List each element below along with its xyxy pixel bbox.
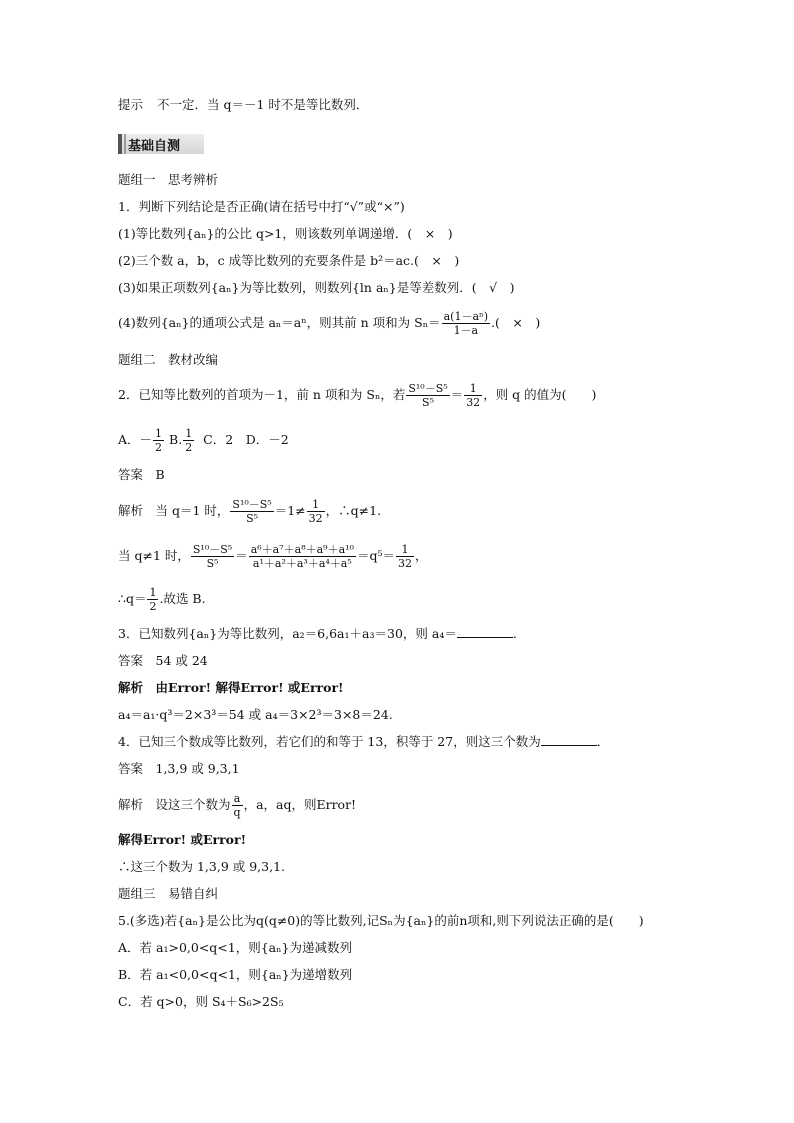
q4-answer: 答案 1,3,9 或 9,3,1 [118,761,240,776]
fraction-denominator: S⁵ [422,396,434,409]
q2-option-a-fraction [153,427,164,454]
hint-text: 不一定．当 q＝－1 时不是等比数列． [157,97,369,112]
fraction-denominator: 1－a [453,324,479,337]
q2-solution-3-fraction [147,586,158,613]
q3-stem [118,625,517,643]
group1-title: 题组一 思考辨析 [118,172,219,187]
q4-solution-1 [118,792,356,819]
fraction-denominator: S⁵ [246,512,259,525]
q4-solution-1-text: 解析 设这三个数为 [118,797,231,812]
q2-solution-2-fraction-2 [249,543,356,570]
q1-item-4-text: (4)数列{aₙ}的通项公式是 aₙ＝aⁿ，则其前 n 项和为 Sₙ＝ [118,315,441,330]
group3-title: 题组三 易错自纠 [118,886,219,901]
q2-solution-3-end: .故选 B. [159,591,206,606]
q2-option-c-d: C．2 D．－2 [203,432,289,447]
q5-option-a: A．若 a₁>0,0<q<1，则{aₙ}为递减数列 [118,940,352,955]
q2-solution-3 [118,586,206,613]
fraction-numerator: S¹⁰－S⁵ [192,543,233,556]
fraction-numerator: S¹⁰－S⁵ [408,382,448,395]
fraction-denominator: 32 [397,557,412,570]
q2-options [118,427,289,454]
q4-solution-1-end: ，a，aq，则Error! [243,797,357,812]
q1-item-4-mark: .( × ) [491,315,541,330]
q2-answer: 答案 B [118,467,165,482]
q2-option-b-fraction [183,427,194,454]
hint-line [118,96,368,114]
q2-solution-2-mid: ＝q⁵＝ [356,548,395,563]
q1-item-4-fraction [442,310,490,337]
q2-fraction-1 [406,382,449,409]
q2-solution-3-text: ∴q＝ [118,591,147,606]
q2-solution-1-end: ，∴q≠1. [325,503,382,518]
q2-text-end: ，则 q 的值为( ) [483,387,597,402]
q2-option-b: B. [169,432,183,447]
fraction-numerator: 1 [396,543,414,557]
fraction-denominator: 32 [466,396,481,409]
q2-solution-1-text: 解析 当 q＝1 时， [118,503,230,518]
section-badge [118,134,204,154]
fraction-denominator: S⁵ [206,557,219,570]
fraction-numerator: a(1－aⁿ) [443,310,489,323]
fraction-denominator: a¹＋a²＋a³＋a⁴＋a⁵ [252,557,352,570]
q3-answer-blank[interactable] [457,625,513,638]
q4-solution-3: ∴这三个数为 1,3,9 或 9,3,1. [118,859,286,874]
q4-solution-1-fraction [232,792,243,819]
q4-text: 4．已知三个数成等比数列，若它们的和等于 13，积等于 27，则这三个数为 [118,734,541,749]
q4-stem [118,733,609,751]
group2-title: 题组二 教材改编 [118,352,219,367]
q2-solution-1-mid: ＝1≠ [274,503,306,518]
q2-solution-1-fraction-2 [307,498,325,525]
fraction-numerator: 1 [307,498,325,512]
fraction-denominator: 2 [155,441,163,454]
q3-answer: 答案 54 或 24 [118,653,208,668]
fraction-numerator: a [232,792,243,806]
fraction-denominator: 2 [149,600,157,613]
fraction-numerator: 1 [155,427,163,440]
q1-item-3: (3)如果正项数列{aₙ}为等比数列，则数列{ln aₙ}是等差数列．( √ ) [118,280,515,295]
q1-stem: 1．判断下列结论是否正确(请在括号中打“√”或“×”) [118,199,405,214]
q2-solution-1-fraction [230,498,273,525]
q3-text-end: . [512,626,517,641]
hint-label: 提示 [118,97,144,112]
q2-text: 2．已知等比数列的首项为－1，前 n 项和为 Sₙ，若 [118,387,406,402]
q3-solution-2: a₄＝a₁·q³＝2×3³＝54 或 a₄＝3×2³＝3×8＝24. [118,707,393,722]
q2-solution-1 [118,498,381,525]
q1-item-4 [118,310,540,337]
fraction-denominator: 2 [185,441,193,454]
q2-solution-2 [118,543,428,570]
q2-solution-2-text: 当 q≠1 时， [118,548,190,563]
q4-solution-2: 解得Error! 或Error! [118,832,247,847]
q2-equals: ＝ [450,387,464,402]
q5-stem: 5.(多选)若{aₙ}是公比为q(q≠0)的等比数列,记Sₙ为{aₙ}的前n项和,则下列说法正确的是( ) [118,913,644,928]
q2-option-a: A．－ [118,432,153,447]
fraction-numerator: 1 [185,427,193,440]
fraction-numerator: S¹⁰－S⁵ [232,498,272,511]
q2-fraction-2 [464,382,482,409]
q1-item-2: (2)三个数 a，b，c 成等比数列的充要条件是 b²＝ac.( × ) [118,253,460,268]
fraction-numerator: 1 [464,382,482,396]
fraction-numerator: a⁶＋a⁷＋a⁸＋a⁹＋a¹⁰ [250,543,354,556]
fraction-numerator: 1 [149,586,157,599]
q5-option-c: C．若 q>0，则 S₄＋S₆>2S₅ [118,994,284,1009]
q2-solution-2-fraction [191,543,234,570]
q3-solution-1: 解析 由Error! 解得Error! 或Error! [118,680,344,695]
q4-answer-blank[interactable] [541,733,597,746]
q5-option-b: B．若 a₁<0,0<q<1，则{aₙ}为递增数列 [118,967,353,982]
fraction-denominator: 32 [308,512,323,525]
q1-item-1: (1)等比数列{aₙ}的公比 q>1，则该数列单调递增．( × ) [118,226,453,241]
q4-text-end: ． [596,734,610,749]
q2-stem [118,382,596,409]
q2-solution-2-fraction-3 [396,543,414,570]
section-badge-label: 基础自测 [128,139,181,154]
q2-solution-2-end: ， [414,548,428,563]
q3-text: 3．已知数列{aₙ}为等比数列，a₂＝6,6a₁＋a₃＝30，则 a₄＝ [118,626,457,641]
fraction-denominator: q [233,806,241,819]
q2-solution-2-equals: ＝ [235,548,248,563]
